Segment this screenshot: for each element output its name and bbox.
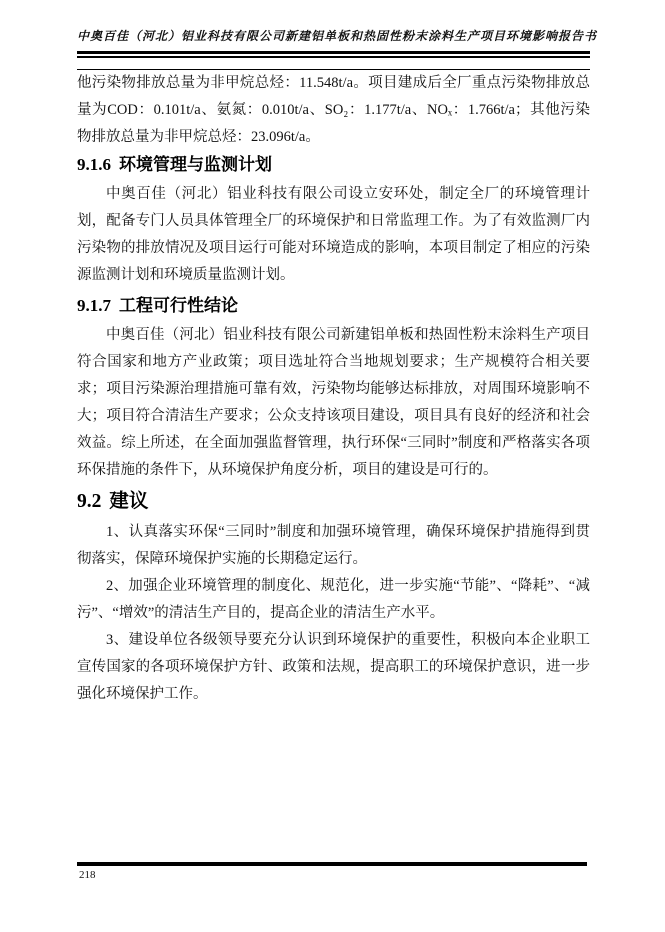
section-title: 环境管理与监测计划: [119, 155, 272, 174]
paragraph-suggestion-2: 2、加强企业环境管理的制度化、规范化，进一步实施“节能”、“降耗”、“减污”、“增效”的清洁生产目的，提高企业的清洁生产水平。: [77, 578, 590, 621]
page-number: 218: [79, 869, 96, 881]
content-column: [77, 0, 598, 708]
paragraph-suggestion-3: 3、建设单位各级领导要充分认识到环境保护的重要性，积极向本企业职工宣传国家的各项环境保护方针、政策和法规，提高职工的环境保护意识，进一步强化环境保护工作。: [77, 632, 590, 702]
section-heading-9-2: [77, 488, 590, 515]
section-title: 建议: [109, 490, 149, 512]
section-number: 9.2: [77, 491, 102, 512]
paragraph-pollutant-totals: 他污染物排放总量为非甲烷总烃：11.548t/a。项目建成后全厂重点污染物排放总量为COD：0.101t/a、氨氮：0.010t/a、SO₂：1.177t/a、NOₓ：1.766t/a；其他污染物排放总量为非甲烷总烃：23.096t/a。: [77, 75, 590, 145]
section-heading-9-1-6: [77, 154, 590, 176]
page-header-title: 中奥百佳（河北）铝业科技有限公司新建铝单板和热固性粉末涂料生产项目环境影响报告书: [77, 29, 598, 43]
section-heading-9-1-7: [77, 295, 590, 317]
paragraph-suggestion-1: 1、认真落实环保“三同时”制度和加强环境管理，确保环境保护措施得到贯彻落实，保障环境保护实施的长期稳定运行。: [77, 524, 590, 567]
paragraph-env-management: 中奥百佳（河北）铝业科技有限公司设立安环处，制定全厂的环境管理计划，配备专门人员具体管理全厂的环境保护和日常监理工作。为了有效监测厂内污染物的排放情况及项目运行可能对环境造成的影响，本项目制定了相应的污染源监测计划和环境质量监测计划。: [77, 186, 590, 283]
header-double-rule: [77, 51, 590, 58]
section-number: 9.1.7: [77, 296, 111, 315]
section-number: 9.1.6: [77, 155, 111, 174]
paragraph-feasibility-conclusion: 中奥百佳（河北）铝业科技有限公司新建铝单板和热固性粉末涂料生产项目符合国家和地方产业政策；项目选址符合当地规划要求；生产规模符合相关要求；项目污染源治理措施可靠有效，污染物均能够达标排放，对周围环境影响不大；项目符合清洁生产要求；公众支持该项目建设，项目具有良好的经济和社会效益。综上所述，在全面加强监督管理，执行环保“三同时”制度和严格落实各项环保措施的条件下，从环境保护角度分析，项目的建设是可行的。: [77, 327, 590, 478]
footer-rule: [77, 862, 587, 866]
section-title: 工程可行性结论: [119, 296, 238, 315]
